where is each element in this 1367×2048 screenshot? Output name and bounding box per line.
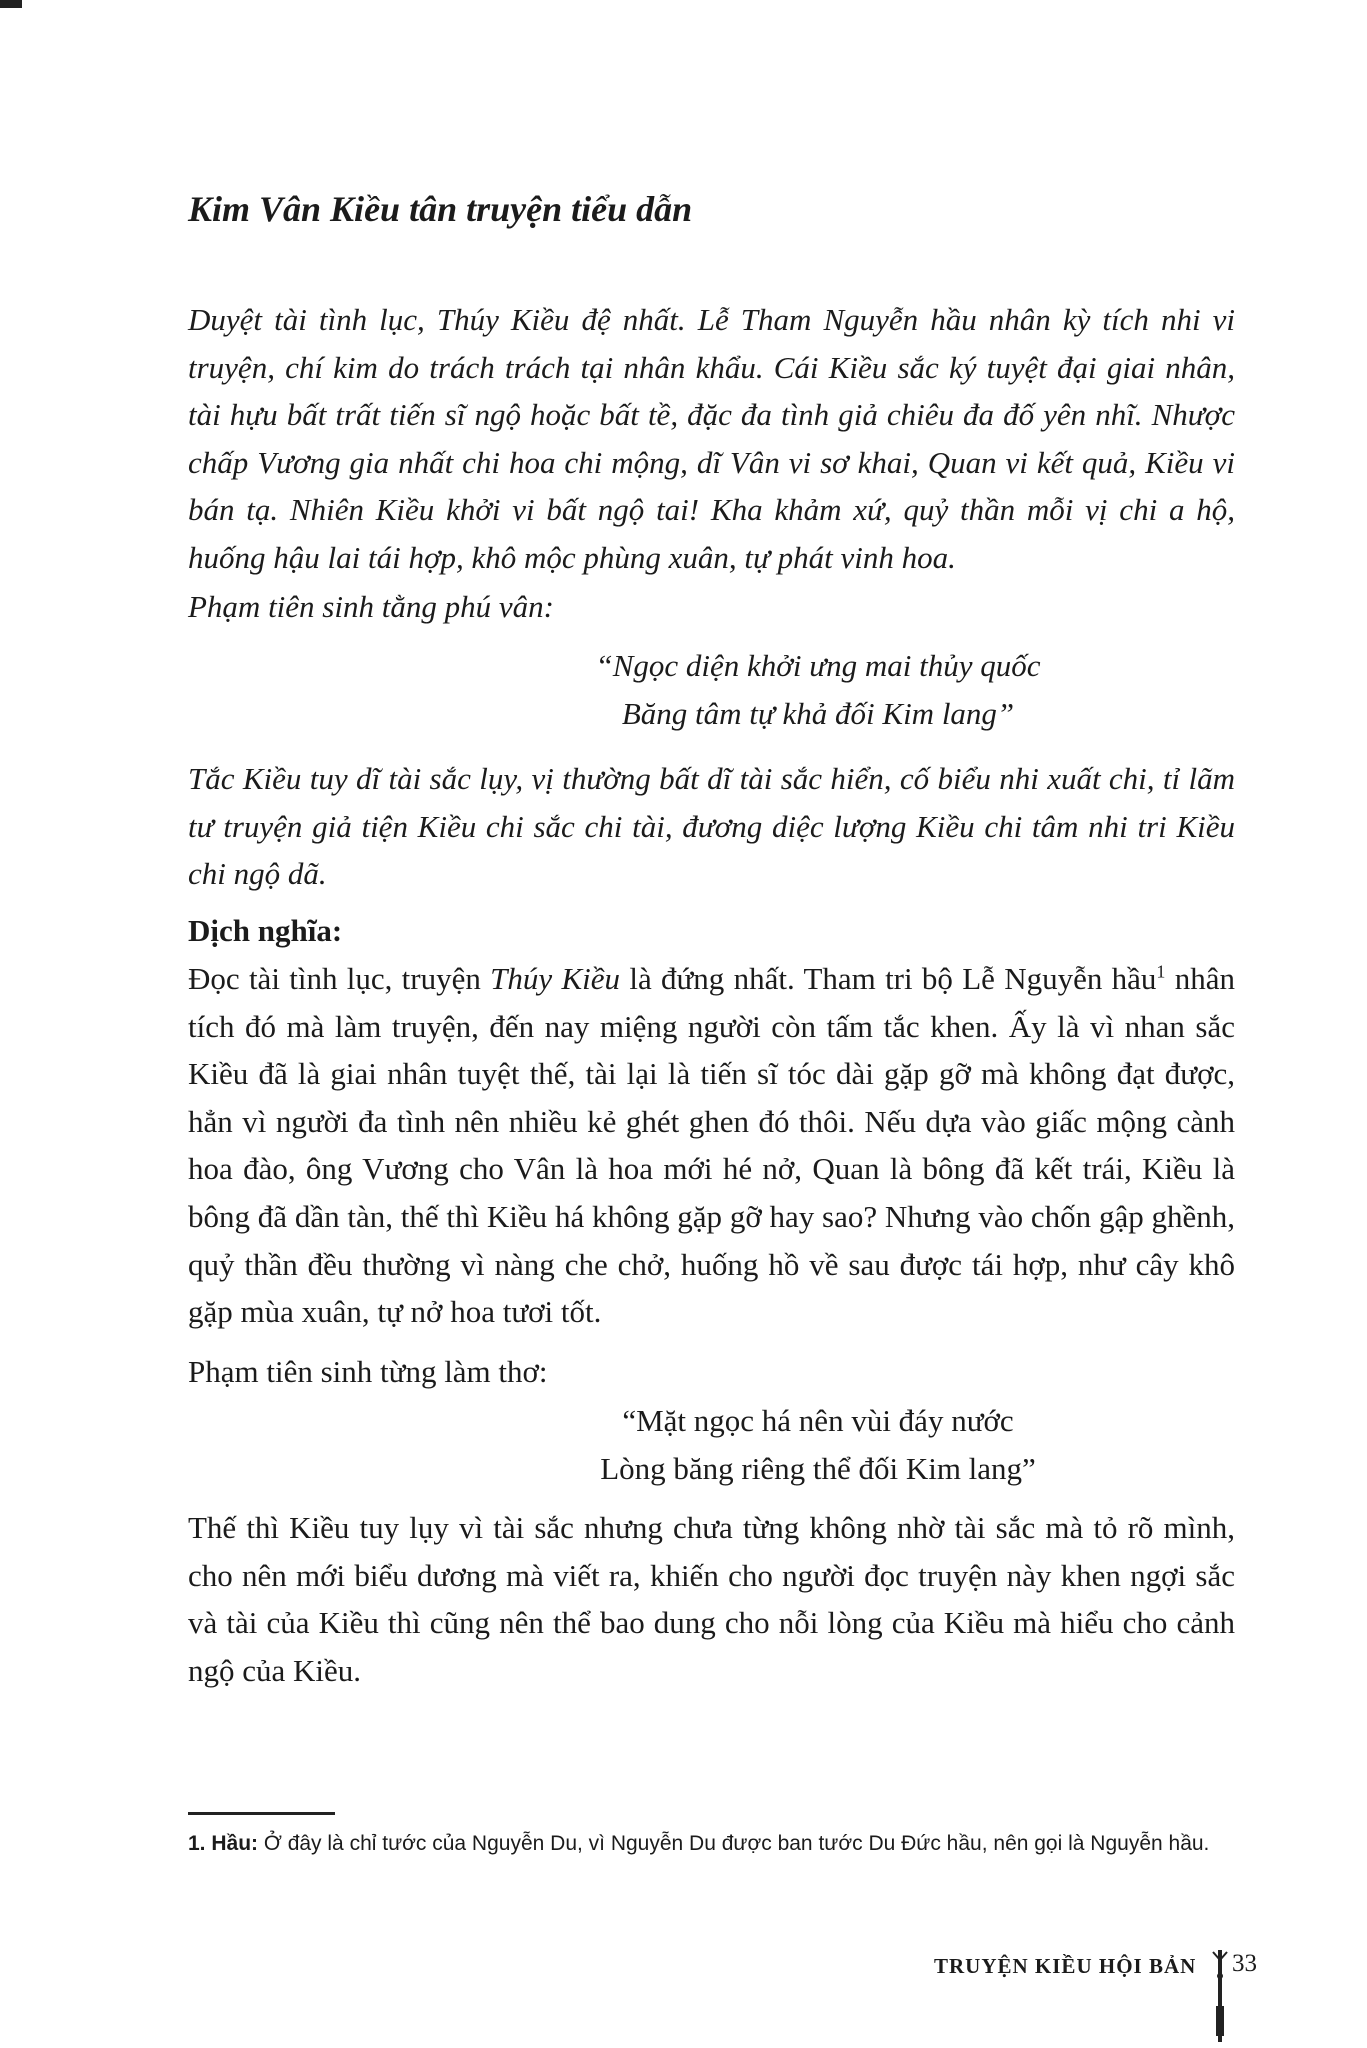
footnote: [188, 1832, 1238, 1856]
scan-corner-mark: [0, 0, 22, 8]
translation-paragraph-1: [188, 955, 1235, 1336]
translation-p1-start: Đọc tài tình lục, truyện: [188, 961, 491, 996]
footnote-text: Ở đây là chỉ tước của Nguyễn Du, vì Nguyễn Du được ban tước Du Đức hầu, nên gọi là Nguyễn hầu.: [258, 1832, 1210, 1855]
running-head: TRUYỆN KIỀU HỘI BẢN: [934, 1954, 1197, 1978]
original-paragraph-1: [188, 296, 1235, 582]
translation-heading: Dịch nghĩa:: [188, 913, 343, 948]
original-verse: [400, 642, 1236, 737]
page-number: 33: [1232, 1950, 1257, 1977]
book-page: [188, 0, 1257, 2048]
original-verse-line-2: Băng tâm tự khả đối Kim lang”: [621, 695, 1015, 731]
translation-paragraph-2: Thế thì Kiều tuy lụy vì tài sắc nhưng chưa từng không nhờ tài sắc mà tỏ rõ mình, cho nên mới biểu dương mà viết ra, khiến cho người đọc truyện này khen ngợi sắc và tài của Kiều thì cũng nên thể bao dung cho nỗi lòng của Kiều mà hiểu cho cảnh ngộ của Kiều.: [188, 1510, 1235, 1688]
original-verse-line-1: “Ngọc diện khởi ưng mai thủy quốc: [595, 648, 1041, 683]
original-intro-line: Phạm tiên sinh tằng phú vân:: [188, 589, 554, 624]
translation-verse-line-1: “Mặt ngọc há nên vùi đáy nước: [622, 1403, 1014, 1438]
footnote-reference[interactable]: 1: [1156, 961, 1166, 982]
translation-p1-end: nhân tích đó mà làm truyện, đến nay miệng người còn tấm tắc khen. Ấy là vì nhan sắc Kiều đã là giai nhân tuyệt thế, tài lại là tiến sĩ tóc dài gặp gỡ mà không đạt được, hẳn vì người đa tình nên nhiều kẻ ghét ghen đó thôi. Nếu dựa vào giấc mộng cành hoa đào, ông Vương cho Vân là hoa mới hé nở, Quan là bông đã kết trái, Kiều là bông đã dần tàn, thế thì Kiều há không gặp gỡ hay sao? Nhưng vào chốn gập ghềnh, quỷ thần đều thường vì nàng che chở, huống hồ về sau được tái hợp, như cây khô gặp mùa xuân, tự nở hoa tươi tốt.: [188, 961, 1235, 1330]
ornament-icon: [1211, 1946, 1229, 2046]
translation-verse-line-2: Lòng băng riêng thể đối Kim lang”: [600, 1450, 1036, 1486]
original-paragraph-1-text: Duyệt tài tình lục, Thúy Kiều đệ nhất. Lễ Tham Nguyễn hầu nhân kỳ tích nhi vi truyện, chí kim do trách trách tại nhân khẩu. Cái Kiều sắc ký tuyệt đại giai nhân, tài hựu bất trất tiến sĩ ngộ hoặc bất tề, đặc đa tình giả chiêu đa đố yên nhĩ. Nhược chấp Vương gia nhất chi hoa chi mộng, dĩ Vân vi sơ khai, Quan vi kết quả, Kiều vi bán tạ. Nhiên Kiều khởi vi bất ngộ tai! Kha khảm xứ, quỷ thần mỗi vị chi a hộ, huống hậu lai tái hợp, khô mộc phùng xuân, tự phát vinh hoa.: [188, 302, 1235, 575]
translation-p1-mid: là đứng nhất. Tham tri bộ Lễ Nguyễn hầu: [620, 961, 1157, 996]
page-title: Kim Vân Kiều tân truyện tiểu dẫn: [188, 189, 693, 229]
translation-p1-italic-title: Thúy Kiều: [490, 961, 621, 996]
footnote-label: 1. Hầu:: [188, 1832, 259, 1855]
translation-intro-line: Phạm tiên sinh từng làm thơ:: [188, 1354, 548, 1389]
original-paragraph-2: Tắc Kiều tuy dĩ tài sắc lụy, vị thường bất dĩ tài sắc hiển, cố biểu nhi xuất chi, tỉ lãm tư truyện giả tiện Kiều chi sắc chi tài, đương diệc lượng Kiều chi tâm nhi tri Kiều chi ngộ dã.: [188, 761, 1235, 892]
footnote-divider: [188, 1812, 335, 1815]
translation-verse: [400, 1397, 1236, 1492]
